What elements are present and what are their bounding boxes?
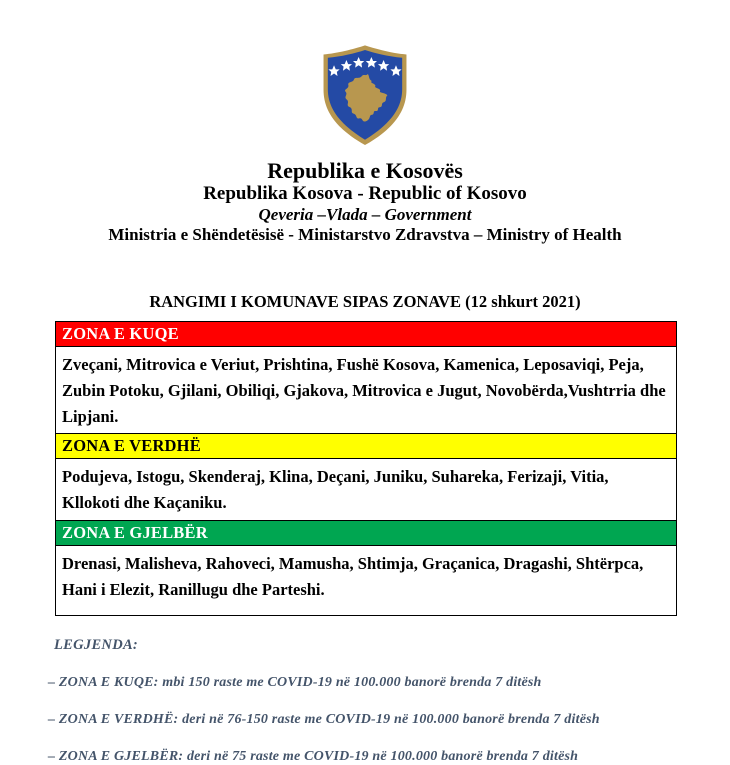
ministry-line: Ministria e Shëndetësisë - Ministarstvo Zdravstva – Ministry of Health bbox=[108, 225, 622, 244]
zones-table bbox=[55, 321, 677, 616]
yellow-zone-header: ZONA E VERDHË bbox=[56, 433, 676, 459]
document-title: RANGIMI I KOMUNAVE SIPAS ZONAVE (12 shkurt 2021) bbox=[149, 292, 581, 311]
legend-item-yellow: – ZONA E VERDHË: deri në 76-150 raste me COVID-19 në 100.000 banorë brenda 7 ditësh bbox=[48, 712, 600, 727]
legend bbox=[48, 637, 730, 765]
kosovo-coat-of-arms-icon bbox=[317, 44, 413, 146]
green-zone-municipalities: Drenasi, Malisheva, Rahoveci, Mamusha, Shtimja, Graçanica, Dragashi, Shtërpca, Hani i Elezit, Ranillugu dhe Parteshi. bbox=[56, 546, 676, 615]
green-zone-header: ZONA E GJELBËR bbox=[56, 520, 676, 546]
legend-item-red: – ZONA E KUQE: mbi 150 raste me COVID-19 në 100.000 banorë brenda 7 ditësh bbox=[48, 675, 542, 690]
red-zone-header: ZONA E KUQE bbox=[56, 322, 676, 347]
republic-name-albanian: Republika e Kosovës bbox=[267, 158, 463, 183]
kosovo-coat-of-arms bbox=[0, 44, 730, 146]
republic-name-multilingual: Republika Kosova - Republic of Kosovo bbox=[203, 183, 527, 204]
legend-title: LEGJENDA: bbox=[54, 637, 139, 653]
yellow-zone-municipalities: Podujeva, Istogu, Skenderaj, Klina, Deçani, Juniku, Suhareka, Ferizaji, Vitia, Kllokoti dhe Kaçaniku. bbox=[56, 459, 676, 520]
legend-item-green: – ZONA E GJELBËR: deri në 75 raste me COVID-19 në 100.000 banorë brenda 7 ditësh bbox=[48, 749, 579, 764]
government-line: Qeveria –Vlada – Government bbox=[258, 205, 472, 224]
government-header bbox=[0, 159, 730, 245]
red-zone-municipalities: Zveçani, Mitrovica e Veriut, Prishtina, Fushë Kosova, Kamenica, Leposaviqi, Peja, Zubin Potoku, Gjilani, Obiliqi, Gjakova, Mitrovica e Jugut, Novobërda,Vushtrria dhe Lipjani. bbox=[56, 347, 676, 433]
